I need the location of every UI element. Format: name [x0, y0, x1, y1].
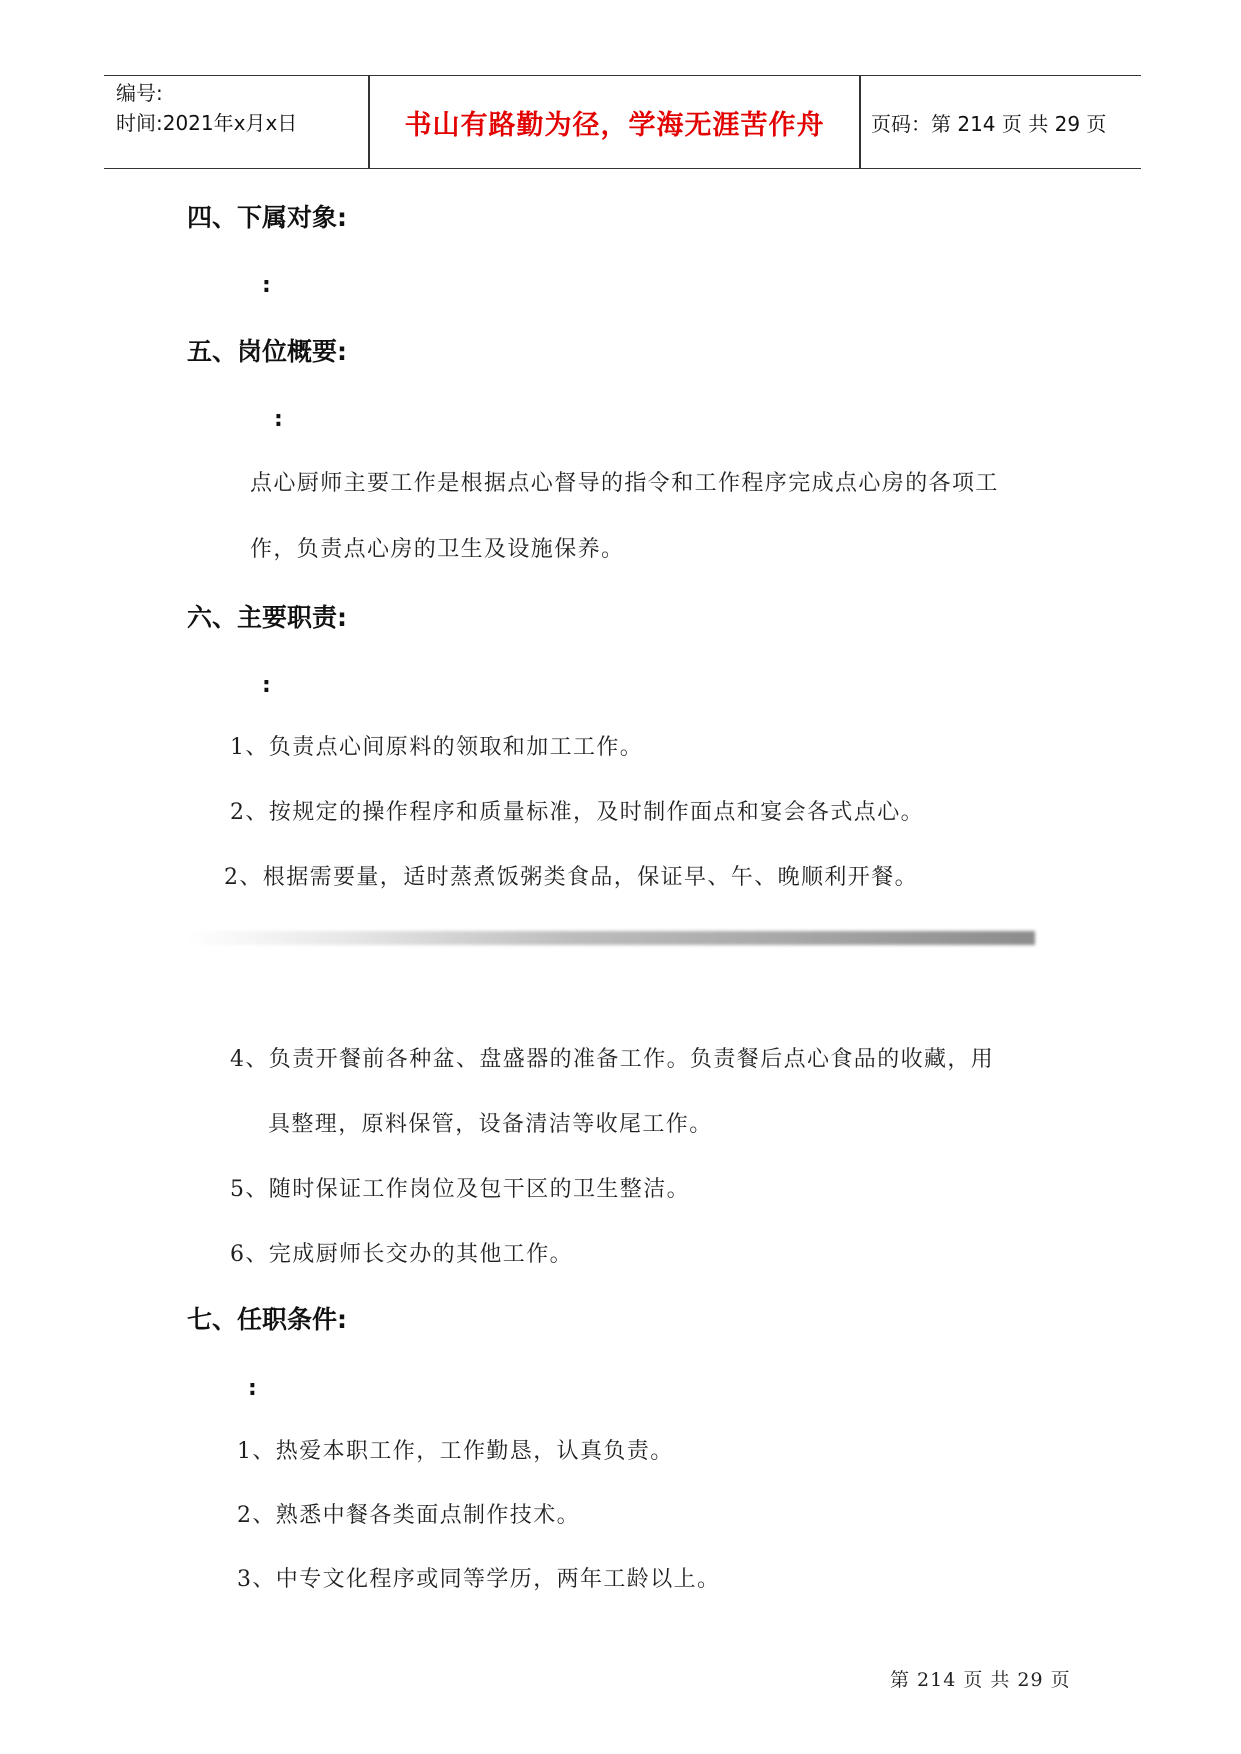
header-page-info: 页码：第 214 页 共 29 页 [871, 111, 1107, 136]
page-separator [187, 931, 1035, 945]
section-colon: : [262, 673, 271, 698]
paragraph-line: 点心厨师主要工作是根据点心督导的指令和工作程序完成点心房的各项工 [250, 471, 999, 496]
document-time-label: 时间:2021年x月x日 [116, 111, 298, 135]
header-divider [859, 76, 861, 168]
page-footer: 第 214 页 共 29 页 [890, 1669, 1071, 1691]
document-number-label: 编号: [116, 81, 163, 105]
list-item: 3、中专文化程序或同等学历，两年工龄以上。 [237, 1567, 721, 1592]
list-item: 4、负责开餐前各种盆、盘盛器的准备工作。负责餐后点心食品的收藏，用 [230, 1047, 995, 1072]
header-table [104, 75, 1141, 169]
header-motto: 书山有路勤为径，学海无涯苦作舟 [404, 109, 825, 141]
section-heading-summary: 五、岗位概要: [187, 337, 347, 366]
list-item: 1、负责点心间原料的领取和加工工作。 [230, 735, 644, 760]
list-item: 2、熟悉中餐各类面点制作技术。 [237, 1503, 580, 1528]
list-item: 6、完成厨师长交办的其他工作。 [230, 1242, 573, 1267]
section-heading-duties: 六、主要职责: [187, 603, 347, 632]
list-item: 5、随时保证工作岗位及包干区的卫生整洁。 [230, 1177, 690, 1202]
section-colon: : [262, 273, 271, 298]
list-item: 2、根据需要量，适时蒸煮饭粥类食品，保证早、午、晚顺利开餐。 [224, 865, 918, 890]
section-colon: : [248, 1376, 257, 1401]
header-meta [116, 78, 368, 166]
list-item: 2、按规定的操作程序和质量标准，及时制作面点和宴会各式点心。 [230, 800, 924, 825]
section-heading-subordinates: 四、下属对象: [187, 203, 347, 232]
list-item-continuation: 具整理，原料保管，设备清洁等收尾工作。 [268, 1112, 713, 1137]
list-item: 1、热爱本职工作，工作勤恳，认真负责。 [237, 1439, 674, 1464]
paragraph-line: 作，负责点心房的卫生及设施保养。 [250, 537, 625, 562]
section-heading-requirements: 七、任职条件: [187, 1305, 347, 1334]
section-colon: : [274, 407, 283, 432]
